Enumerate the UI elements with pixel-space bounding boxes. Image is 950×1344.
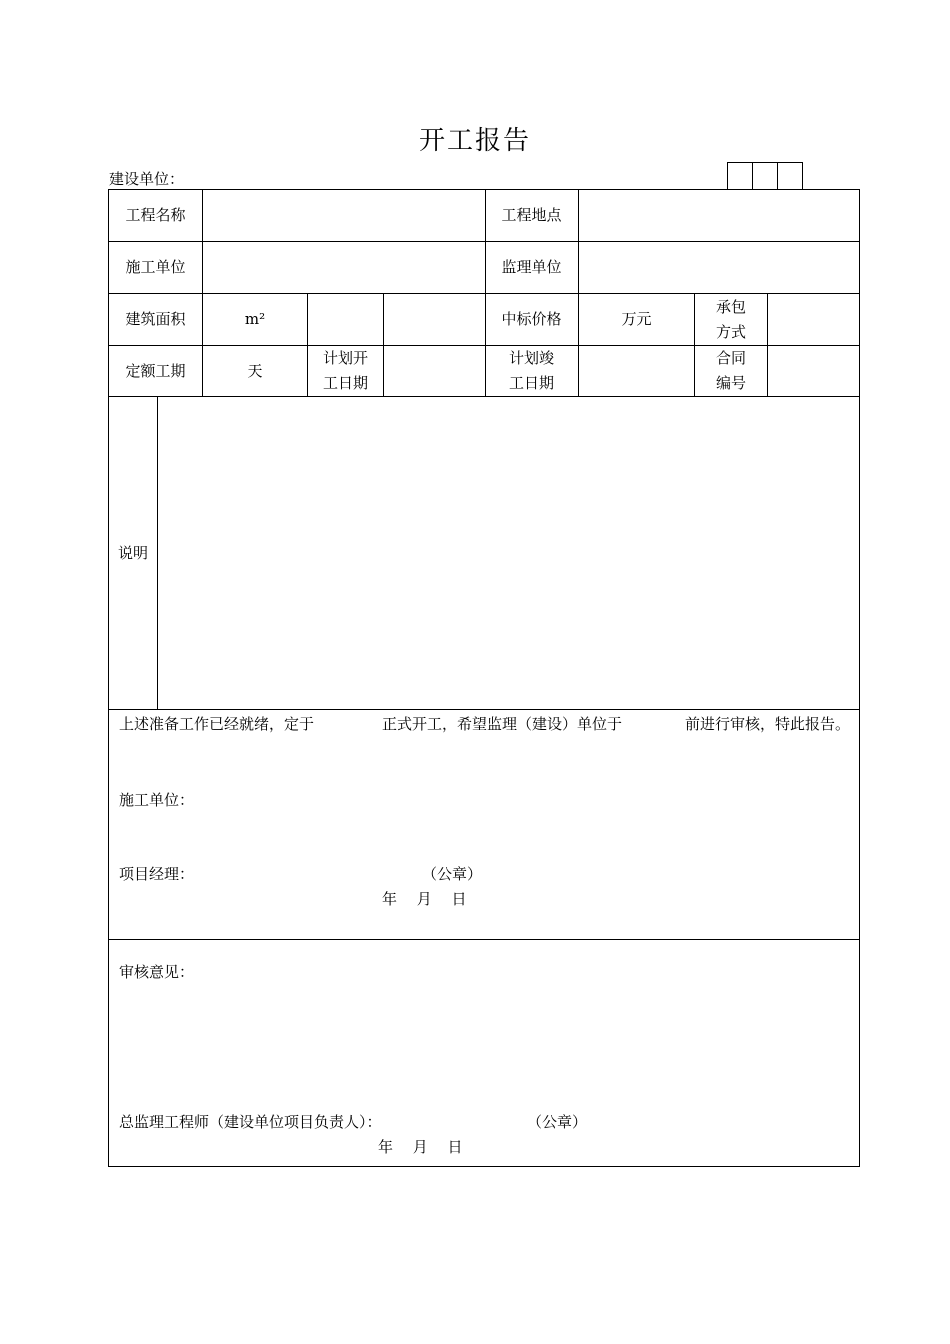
contractor-signature-label: 施工单位： <box>119 791 195 809</box>
supervision-unit-label: 监理单位 <box>501 258 562 276</box>
planned-finish-field[interactable] <box>579 346 694 396</box>
building-area-extra-field[interactable] <box>384 294 485 345</box>
building-area-field[interactable] <box>308 294 383 345</box>
code-box[interactable] <box>777 162 803 189</box>
contractor-unit-label: 施工单位 <box>125 258 186 276</box>
construction-unit-label: 建设单位： <box>109 170 185 188</box>
declaration-part1: 上述准备工作已经就绪，定于 <box>119 715 315 733</box>
planned-start-field[interactable] <box>384 346 485 396</box>
contract-no-label <box>695 346 767 396</box>
declaration-part3: 前进行审核，特此报告。 <box>685 715 851 733</box>
building-area-unit: m² <box>244 310 266 328</box>
contract-method-label <box>695 294 767 345</box>
planned-start-label-line1: 计划开 <box>322 349 368 367</box>
bid-price-unit: 万元 <box>621 310 652 328</box>
review-seal-text: （公章） <box>527 1113 588 1131</box>
contractor-date: 年 月 日 <box>382 890 467 908</box>
building-area-label: 建筑面积 <box>125 310 186 328</box>
contract-method-field[interactable] <box>768 294 859 345</box>
report-form <box>108 189 860 1167</box>
planned-start-label-line2: 工日期 <box>322 374 368 392</box>
declaration-part2: 正式开工，希望监理（建设）单位于 <box>382 715 623 733</box>
planned-finish-label <box>485 346 578 396</box>
project-manager-label: 项目经理： <box>119 865 195 883</box>
contractor-seal-text: （公章） <box>422 865 483 883</box>
contract-method-label-line2: 方式 <box>715 322 746 341</box>
review-date: 年 月 日 <box>378 1138 463 1156</box>
description-label: 说明 <box>117 543 148 562</box>
review-opinion-label: 审核意见： <box>119 963 195 981</box>
project-name-label: 工程名称 <box>125 206 186 224</box>
planned-finish-label-line2: 工日期 <box>508 374 554 392</box>
chief-engineer-label: 总监理工程师（建设单位项目负责人）： <box>119 1113 382 1131</box>
contractor-unit-field[interactable] <box>203 242 485 293</box>
project-location-field[interactable] <box>579 190 859 241</box>
contract-no-field[interactable] <box>768 346 859 396</box>
project-name-field[interactable] <box>203 190 485 241</box>
code-boxes <box>728 162 803 189</box>
project-location-label: 工程地点 <box>501 206 562 224</box>
supervision-unit-field[interactable] <box>579 242 859 293</box>
code-box[interactable] <box>752 162 778 189</box>
planned-start-label <box>308 346 383 396</box>
description-field[interactable] <box>158 397 859 709</box>
bid-price-label: 中标价格 <box>501 310 562 328</box>
contract-method-label-line1: 承包 <box>715 297 746 316</box>
planned-finish-label-line1: 计划竣 <box>508 349 554 367</box>
code-box[interactable] <box>727 162 753 189</box>
contract-no-label-line2: 编号 <box>715 374 746 392</box>
quota-period-unit: 天 <box>247 361 263 380</box>
review-opinion-field[interactable] <box>109 985 859 1095</box>
page-title: 开工报告 <box>418 126 531 156</box>
contract-no-label-line1: 合同 <box>715 349 746 367</box>
quota-period-label: 定额工期 <box>125 361 186 380</box>
